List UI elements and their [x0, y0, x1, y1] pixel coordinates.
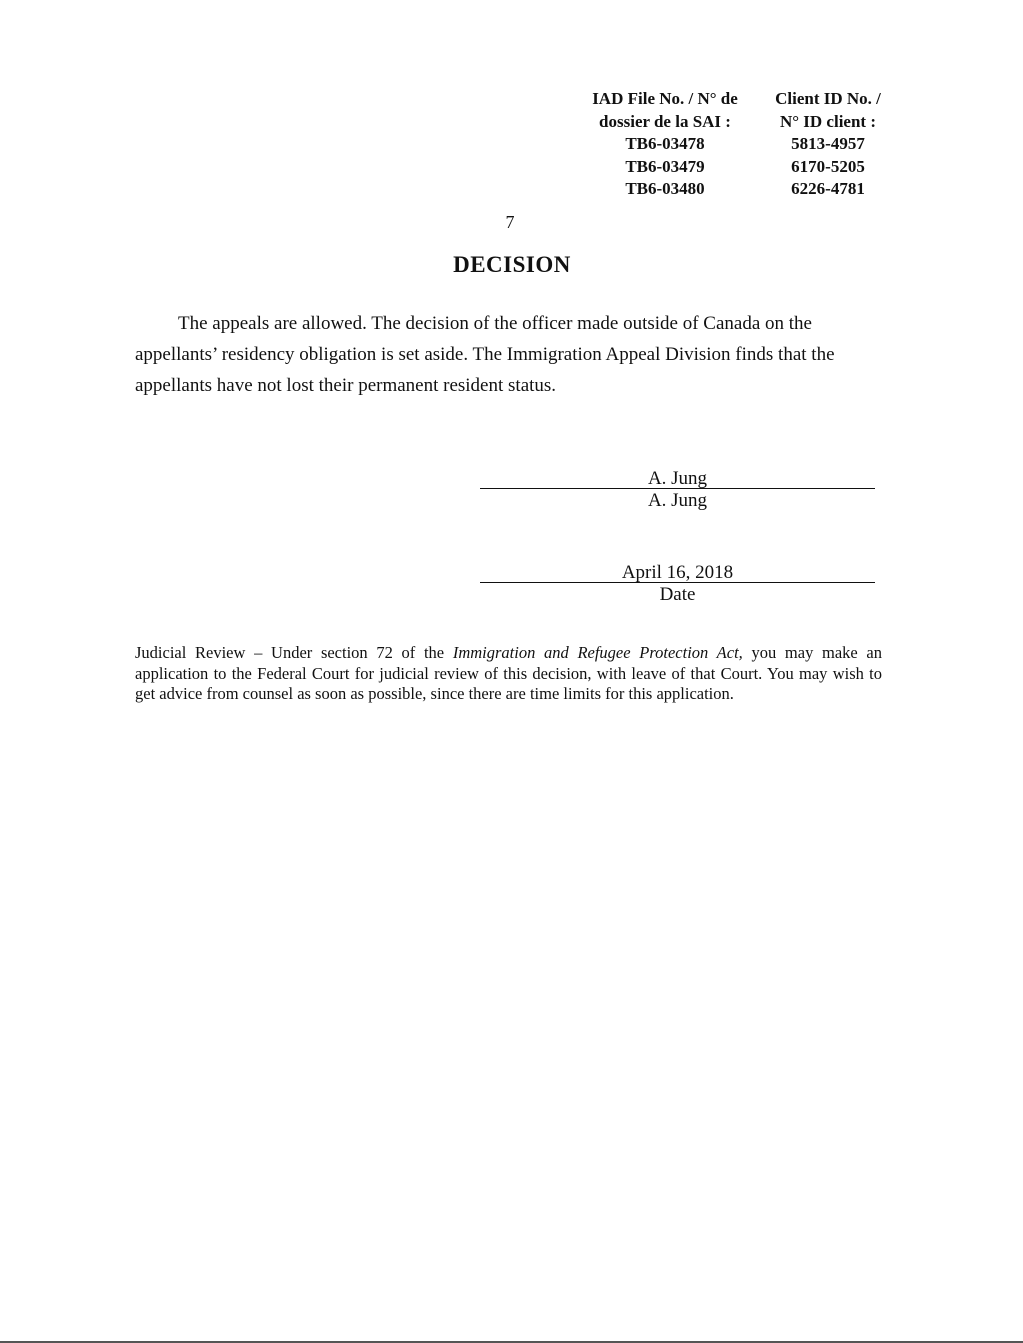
- decision-body: The appeals are allowed. The decision of the officer made outside of Canada on the appellants’ residency obligation is set aside. The Immigration Appeal Division finds that the appellants have not lost their permanent resident status.: [135, 313, 835, 396]
- client-id-label-line2: N° ID client :: [779, 111, 877, 131]
- signature-line: [480, 466, 875, 489]
- iad-file-number: TB6-03478: [625, 134, 705, 153]
- client-id-number: 6170-5205: [791, 156, 865, 176]
- decision-title: DECISION: [453, 252, 571, 277]
- date-caption: Date: [659, 584, 696, 605]
- page-number: 7: [505, 212, 515, 232]
- iad-file-label-line1: IAD File No. / N° de: [592, 89, 738, 108]
- judicial-review-prefix: Judicial Review – Under section 72 of the: [135, 643, 453, 662]
- judicial-review-notice: [135, 643, 882, 705]
- client-id-block: [728, 88, 928, 201]
- client-id-number: 6226-4781: [791, 179, 865, 198]
- signed-name: A. Jung: [647, 468, 708, 489]
- client-id-label-line1: Client ID No. /: [775, 89, 881, 108]
- iad-file-number: TB6-03480: [625, 179, 705, 198]
- iad-file-label-line2: dossier de la SAI :: [599, 111, 731, 131]
- printed-name: A. Jung: [647, 490, 708, 511]
- judicial-review-suffix: you may make an application to the Federal Court for judicial review of this decision, with leave of that Court. You may wish to get advice from counsel as soon as possible, since there are time limits for this application.: [135, 643, 882, 703]
- date-line: [480, 560, 875, 583]
- act-title: Immigration and Refugee Protection Act,: [452, 643, 743, 662]
- iad-file-number: TB6-03479: [625, 156, 705, 176]
- signature-block: [480, 466, 875, 513]
- date-value: April 16, 2018: [621, 562, 734, 583]
- date-block: [480, 560, 875, 607]
- client-id-number: 5813-4957: [791, 134, 865, 153]
